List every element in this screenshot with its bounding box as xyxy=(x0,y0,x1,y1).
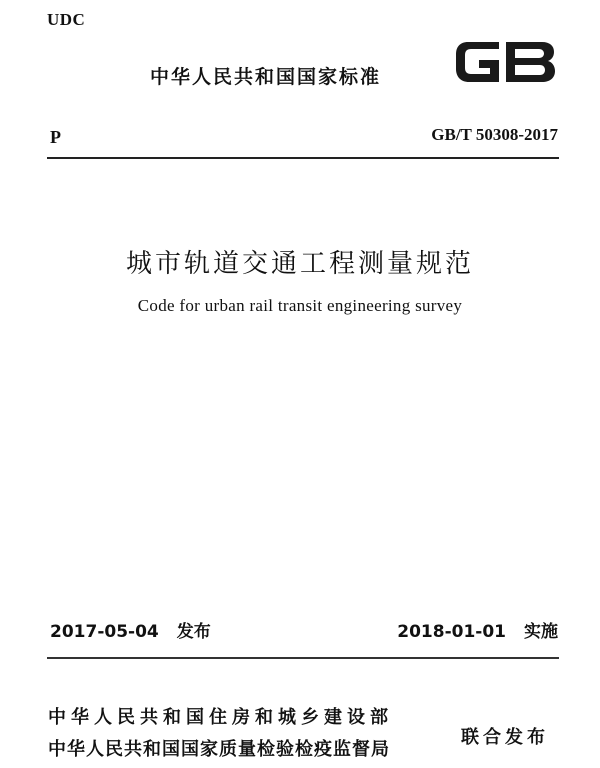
implement-label: 实施 xyxy=(524,622,558,642)
footer-rule xyxy=(47,657,559,659)
issuer-line-1: 中华人民共和国住房和城乡建设部 xyxy=(48,707,393,728)
udc-label: UDC xyxy=(47,10,86,29)
issue-label: 发布 xyxy=(176,622,211,642)
title-english: Code for urban rail transit engineering survey xyxy=(137,296,463,315)
standard-number: GB/T 50308-2017 xyxy=(431,125,558,144)
gb-logo xyxy=(452,36,558,86)
implement-info xyxy=(397,617,558,642)
issuer-line-2: 中华人民共和国国家质量检验检疫监督局 xyxy=(48,739,390,760)
gb-logo-text: GB xyxy=(452,36,454,37)
implement-date: 2018-01-01 xyxy=(397,622,506,642)
header-rule xyxy=(47,157,559,159)
country-standard-heading: 中华人民共和国国家标准 xyxy=(150,66,382,88)
classification-code: P xyxy=(50,127,61,147)
issue-date: 2017-05-04 xyxy=(50,622,159,642)
title-chinese: 城市轨道交通工程测量规范 xyxy=(125,249,474,279)
joint-issue-label: 联合发布 xyxy=(461,727,549,748)
issue-info xyxy=(50,617,211,642)
